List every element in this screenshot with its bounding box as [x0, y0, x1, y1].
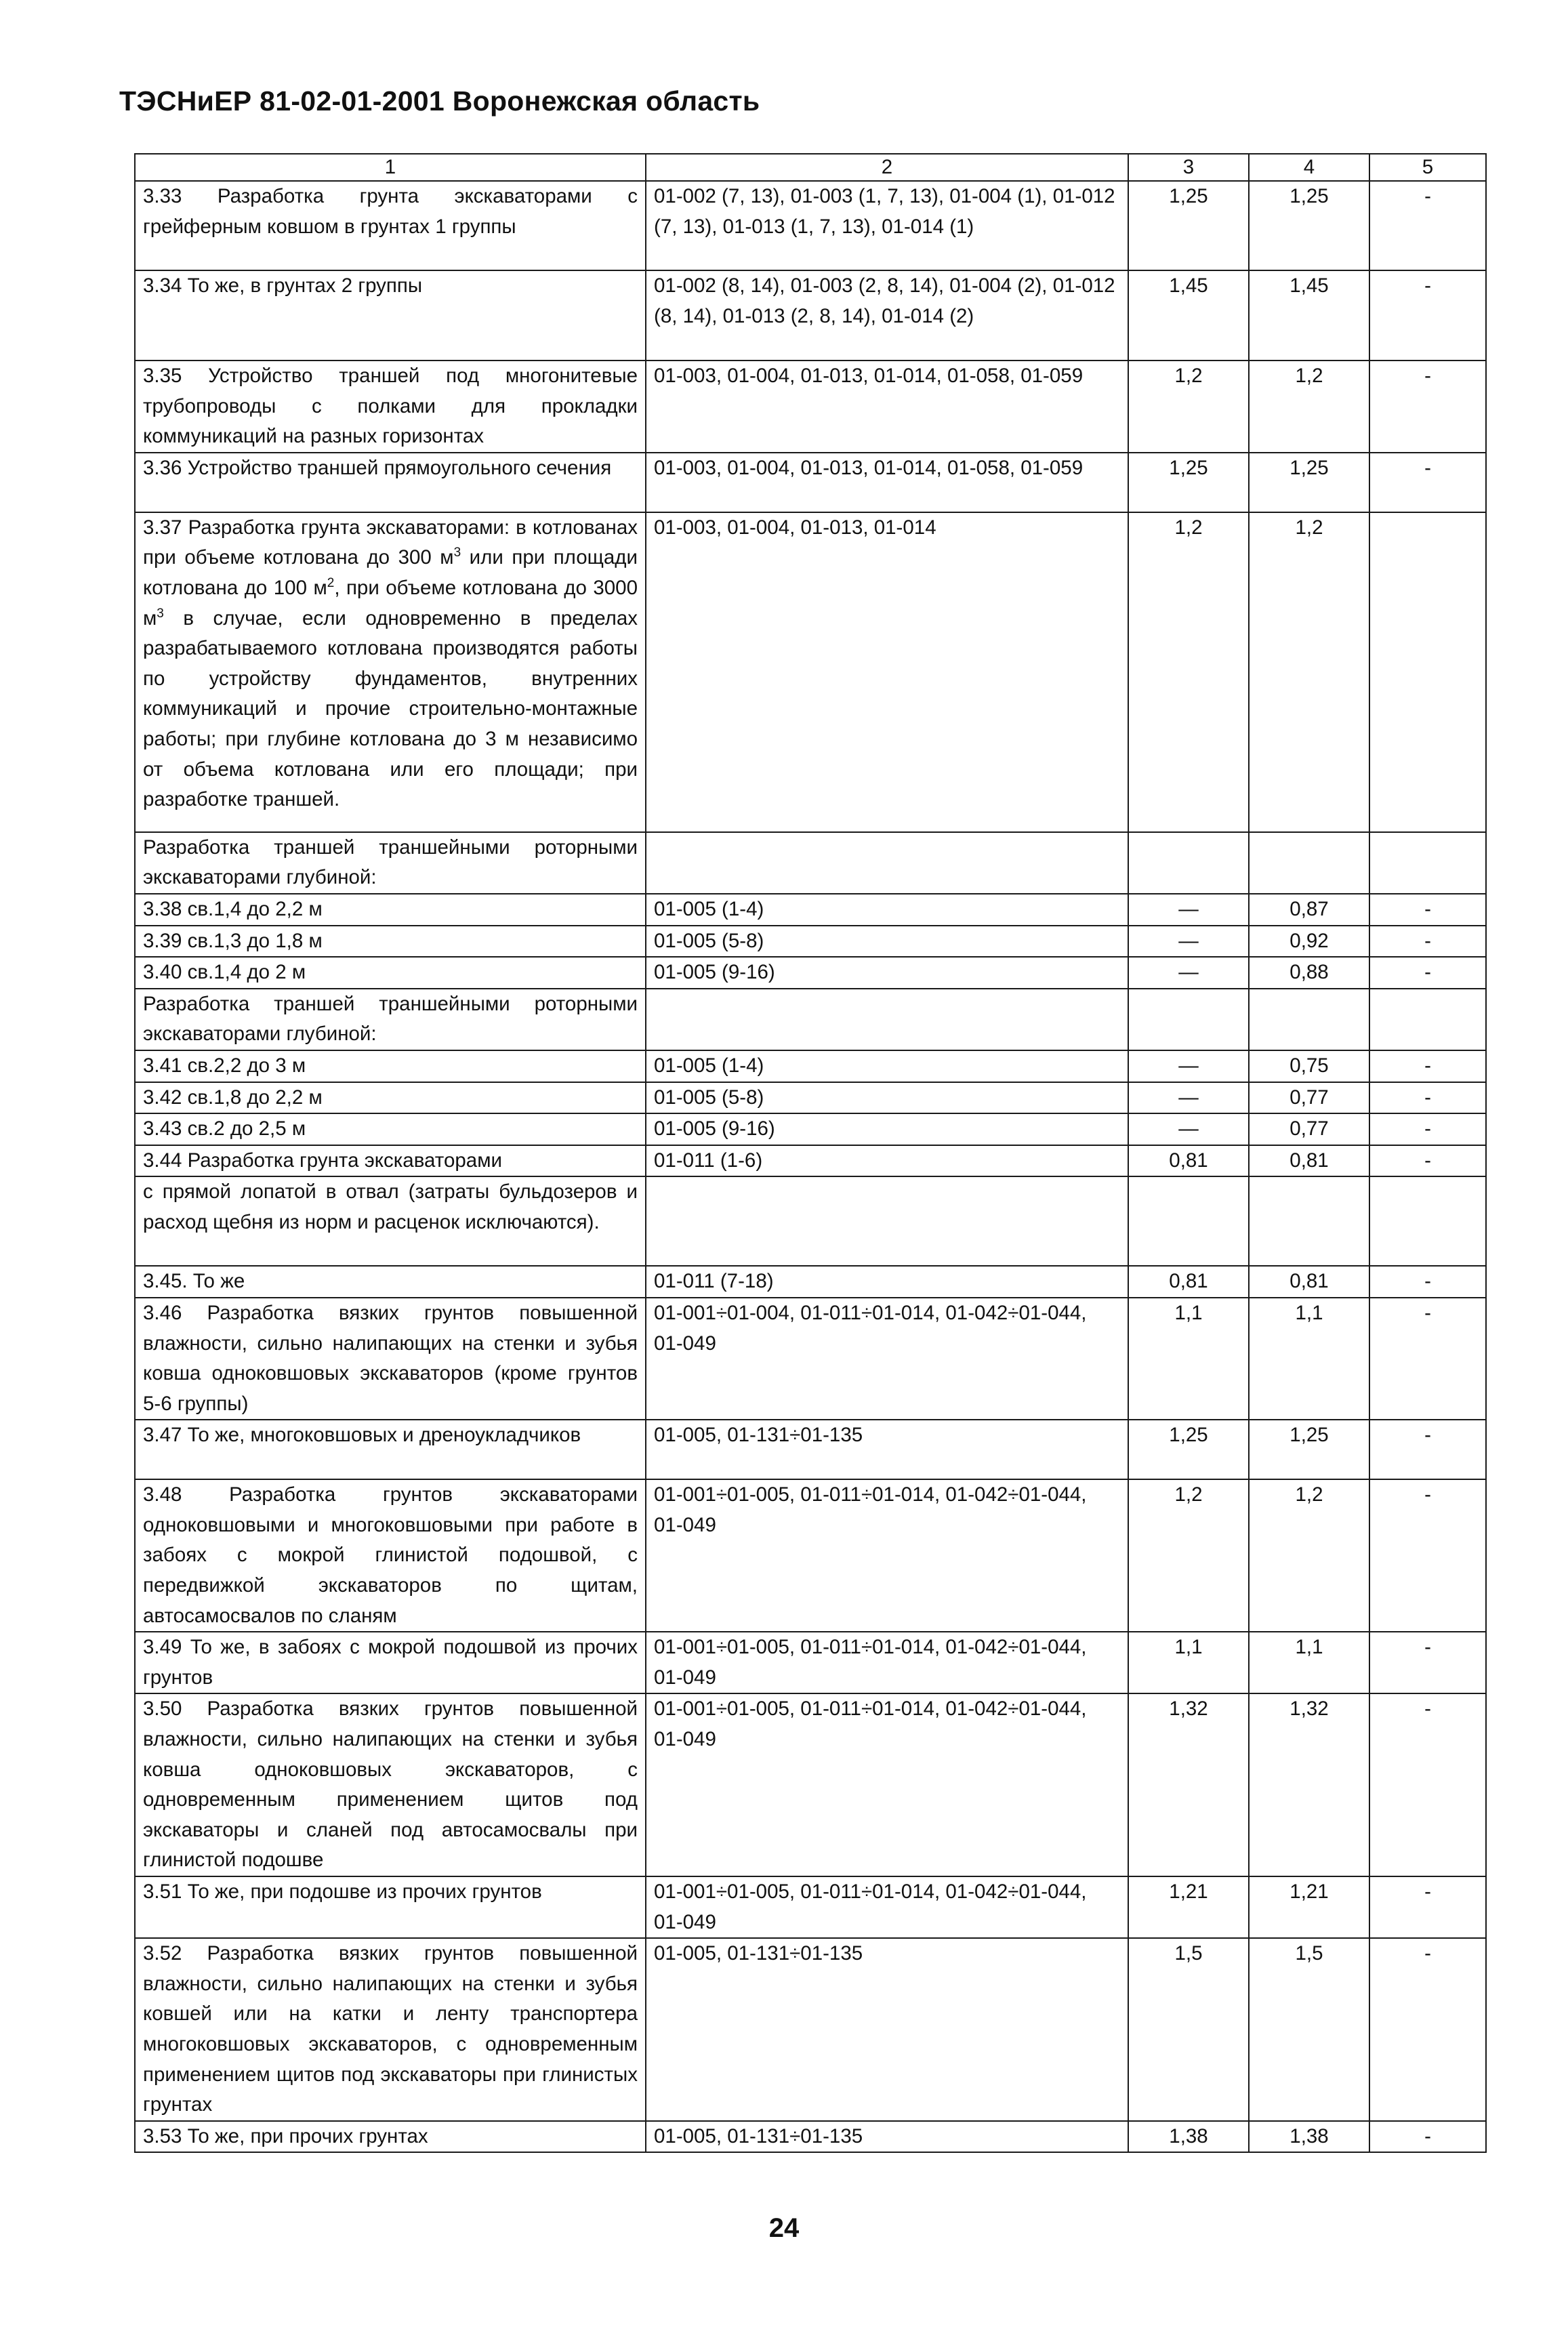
coefficient-other	[1369, 989, 1486, 1050]
table-row	[135, 926, 1486, 958]
table-row	[135, 181, 1486, 270]
coefficient-other: -	[1369, 1082, 1486, 1114]
coefficient-machines	[1249, 832, 1369, 894]
coefficient-other: -	[1369, 1266, 1486, 1298]
coefficient-other: -	[1369, 181, 1486, 270]
coefficient-machines: 1,2	[1249, 1479, 1369, 1632]
coefficient-machines	[1249, 989, 1369, 1050]
table-references: 01-005, 01-131÷01-135	[646, 1938, 1128, 2121]
coefficient-machines: 1,38	[1249, 2121, 1369, 2153]
table-row	[135, 270, 1486, 361]
coefficient-labor: 0,81	[1128, 1266, 1249, 1298]
work-description: 3.39 св.1,3 до 1,8 м	[135, 926, 646, 958]
coefficient-labor: 1,2	[1128, 361, 1249, 453]
coefficient-labor	[1128, 1176, 1249, 1266]
coefficient-machines: 0,87	[1249, 894, 1369, 926]
coefficient-labor: —	[1128, 1113, 1249, 1145]
table-row	[135, 1176, 1486, 1266]
table-references: 01-005 (5-8)	[646, 926, 1128, 958]
coefficient-other: -	[1369, 926, 1486, 958]
work-description: 3.42 св.1,8 до 2,2 м	[135, 1082, 646, 1114]
table-references	[646, 989, 1128, 1050]
work-description	[135, 512, 646, 832]
table-row	[135, 512, 1486, 832]
coefficient-labor: 1,2	[1128, 1479, 1249, 1632]
table-row	[135, 361, 1486, 453]
work-description: 3.46 Разработка вязких грунтов повышенной влажности, сильно налипающих на стенки и зубья ковша одноковшовых экскаваторов (кроме грунтов 5-6 группы)	[135, 1298, 646, 1420]
coefficient-other: -	[1369, 1113, 1486, 1145]
table-row	[135, 1082, 1486, 1114]
table-references	[646, 832, 1128, 894]
table-row	[135, 1479, 1486, 1632]
coefficient-other	[1369, 512, 1486, 832]
column-header: 5	[1369, 154, 1486, 181]
coefficient-other	[1369, 1176, 1486, 1266]
text-fragment: в случае, если одновременно в пределах разрабатываемого котлована производятся работы по устройству фундаментов, внутренних коммуникаций и прочие строительно-монтажные работы; при глубине котлована до 3 м независимо от объема котлована или его площади; при разработке траншей.	[143, 606, 638, 811]
table-header-row	[135, 154, 1486, 181]
coefficient-other: -	[1369, 1050, 1486, 1082]
table-references: 01-001÷01-005, 01-011÷01-014, 01-042÷01-044, 01-049	[646, 1632, 1128, 1693]
table-row	[135, 894, 1486, 926]
work-description: 3.51 То же, при подошве из прочих грунтов	[135, 1876, 646, 1938]
coefficient-machines: 1,5	[1249, 1938, 1369, 2121]
work-description: с прямой лопатой в отвал (затраты бульдозеров и расход щебня из норм и расценок исключаются).	[135, 1176, 646, 1266]
work-description: 3.34 То же, в грунтах 2 группы	[135, 270, 646, 361]
coefficient-machines: 0,75	[1249, 1050, 1369, 1082]
work-description: 3.36 Устройство траншей прямоугольного сечения	[135, 453, 646, 512]
coefficient-other: -	[1369, 1632, 1486, 1693]
table-references: 01-005 (1-4)	[646, 1050, 1128, 1082]
coefficient-machines: 1,1	[1249, 1298, 1369, 1420]
table-row	[135, 453, 1486, 512]
coefficient-labor: 1,25	[1128, 453, 1249, 512]
coefficient-machines: 1,25	[1249, 453, 1369, 512]
coefficient-other: -	[1369, 957, 1486, 989]
table-row	[135, 1050, 1486, 1082]
coefficient-other: -	[1369, 1876, 1486, 1938]
coefficient-labor: 1,21	[1128, 1876, 1249, 1938]
coefficient-labor: 1,2	[1128, 512, 1249, 832]
column-header: 1	[135, 154, 646, 181]
table-row	[135, 1693, 1486, 1876]
coefficient-other: -	[1369, 2121, 1486, 2153]
work-description: 3.33 Разработка грунта экскаваторами с грейферным ковшом в грунтах 1 группы	[135, 181, 646, 270]
coefficient-machines: 1,2	[1249, 512, 1369, 832]
work-description: Разработка траншей траншейными роторными экскаваторами глубиной:	[135, 832, 646, 894]
work-description: 3.41 св.2,2 до 3 м	[135, 1050, 646, 1082]
table-references: 01-005 (9-16)	[646, 1113, 1128, 1145]
table-references: 01-001÷01-005, 01-011÷01-014, 01-042÷01-044, 01-049	[646, 1693, 1128, 1876]
work-description: 3.48 Разработка грунтов экскаваторами одноковшовыми и многоковшовыми при работе в забоях с мокрой глинистой подошвой, с передвижкой экскаваторов по щитам, автосамосвалов по сланям	[135, 1479, 646, 1632]
coefficient-machines: 0,92	[1249, 926, 1369, 958]
table-references: 01-005, 01-131÷01-135	[646, 2121, 1128, 2153]
table-references: 01-003, 01-004, 01-013, 01-014, 01-058, 01-059	[646, 453, 1128, 512]
coefficient-labor	[1128, 989, 1249, 1050]
table-references: 01-003, 01-004, 01-013, 01-014, 01-058, 01-059	[646, 361, 1128, 453]
coefficient-labor: 1,32	[1128, 1693, 1249, 1876]
table-references: 01-005 (9-16)	[646, 957, 1128, 989]
table-references: 01-011 (1-6)	[646, 1145, 1128, 1177]
coefficient-labor: 1,38	[1128, 2121, 1249, 2153]
coefficient-machines: 1,25	[1249, 181, 1369, 270]
table-row	[135, 1632, 1486, 1693]
table-row	[135, 1113, 1486, 1145]
text-fragment: , при объеме котлована до 3000 м	[143, 576, 638, 630]
work-description: 3.53 То же, при прочих грунтах	[135, 2121, 646, 2153]
coefficient-machines: 1,21	[1249, 1876, 1369, 1938]
work-description: 3.49 То же, в забоях с мокрой подошвой из прочих грунтов	[135, 1632, 646, 1693]
coefficient-machines: 0,77	[1249, 1082, 1369, 1114]
table-references: 01-002 (7, 13), 01-003 (1, 7, 13), 01-004 (1), 01-012 (7, 13), 01-013 (1, 7, 13), 01-014 (1)	[646, 181, 1128, 270]
coefficient-labor: —	[1128, 894, 1249, 926]
coefficient-labor: 0,81	[1128, 1145, 1249, 1177]
work-description: 3.35 Устройство траншей под многонитевые трубопроводы с полками для прокладки коммуникаций на разных горизонтах	[135, 361, 646, 453]
work-description: 3.47 То же, многоковшовых и дреноукладчиков	[135, 1420, 646, 1479]
column-header: 4	[1249, 154, 1369, 181]
table-references: 01-011 (7-18)	[646, 1266, 1128, 1298]
table-row	[135, 1420, 1486, 1479]
coefficient-other: -	[1369, 1298, 1486, 1420]
coefficient-machines: 0,88	[1249, 957, 1369, 989]
coefficient-labor: 1,1	[1128, 1632, 1249, 1693]
table-row	[135, 1145, 1486, 1177]
table-row	[135, 1266, 1486, 1298]
table-references: 01-005 (5-8)	[646, 1082, 1128, 1114]
table-row	[135, 989, 1486, 1050]
table-references	[646, 1176, 1128, 1266]
coefficient-machines: 0,81	[1249, 1266, 1369, 1298]
coefficient-other	[1369, 832, 1486, 894]
work-description: 3.44 Разработка грунта экскаваторами	[135, 1145, 646, 1177]
work-description: 3.52 Разработка вязких грунтов повышенной влажности, сильно налипающих на стенки и зубья ковшей или на катки и ленту транспортера многоковшовых экскаваторов, с одновременным применением щитов под экскаваторы при глинистых грунтах	[135, 1938, 646, 2121]
coefficient-other: -	[1369, 894, 1486, 926]
coefficient-other: -	[1369, 453, 1486, 512]
work-description: Разработка траншей траншейными роторными экскаваторами глубиной:	[135, 989, 646, 1050]
table-row	[135, 832, 1486, 894]
coefficient-other: -	[1369, 270, 1486, 361]
superscript: 3	[157, 606, 164, 621]
superscript: 3	[453, 546, 461, 560]
coefficient-labor: 1,25	[1128, 181, 1249, 270]
coefficient-machines: 0,81	[1249, 1145, 1369, 1177]
table-references: 01-001÷01-005, 01-011÷01-014, 01-042÷01-044, 01-049	[646, 1479, 1128, 1632]
text-fragment: или при площади котлована до 100 м	[143, 546, 638, 599]
coefficient-machines	[1249, 1176, 1369, 1266]
table-row	[135, 957, 1486, 989]
coefficient-labor: 1,1	[1128, 1298, 1249, 1420]
work-description: 3.38 св.1,4 до 2,2 м	[135, 894, 646, 926]
coefficient-labor: 1,25	[1128, 1420, 1249, 1479]
coefficient-labor: —	[1128, 1082, 1249, 1114]
coefficient-other: -	[1369, 1693, 1486, 1876]
page-number: 24	[768, 2213, 800, 2243]
coefficient-machines: 0,77	[1249, 1113, 1369, 1145]
table-references: 01-002 (8, 14), 01-003 (2, 8, 14), 01-004 (2), 01-012 (8, 14), 01-013 (2, 8, 14), 01-014 (2)	[646, 270, 1128, 361]
table-references: 01-005, 01-131÷01-135	[646, 1420, 1128, 1479]
coefficient-labor	[1128, 832, 1249, 894]
coefficient-other: -	[1369, 1420, 1486, 1479]
coefficient-machines: 1,25	[1249, 1420, 1369, 1479]
text-fragment: 3.37 Разработка грунта экскаваторами: в котлованах при объеме котлована до 300 м	[143, 516, 638, 569]
coefficient-other: -	[1369, 1479, 1486, 1632]
coefficient-other: -	[1369, 361, 1486, 453]
work-description: 3.45. То же	[135, 1266, 646, 1298]
coefficient-machines: 1,2	[1249, 361, 1369, 453]
table-references: 01-001÷01-005, 01-011÷01-014, 01-042÷01-044, 01-049	[646, 1876, 1128, 1938]
coefficient-labor: —	[1128, 926, 1249, 958]
page-title: ТЭСНиЕР 81-02-01-2001 Воронежская область	[119, 85, 760, 117]
table-row	[135, 1298, 1486, 1420]
work-description: 3.40 св.1,4 до 2 м	[135, 957, 646, 989]
table-references: 01-005 (1-4)	[646, 894, 1128, 926]
work-description: 3.50 Разработка вязких грунтов повышенной влажности, сильно налипающих на стенки и зубья ковша одноковшовых экскаваторов, с одновременным применением щитов под экскаваторы и сланей под автосамосвалы при глинистой подошве	[135, 1693, 646, 1876]
coefficient-labor: —	[1128, 1050, 1249, 1082]
coefficient-machines: 1,45	[1249, 270, 1369, 361]
table-references: 01-003, 01-004, 01-013, 01-014	[646, 512, 1128, 832]
coefficient-other: -	[1369, 1145, 1486, 1177]
coefficient-machines: 1,1	[1249, 1632, 1369, 1693]
table-row	[135, 1876, 1486, 1938]
coefficient-other: -	[1369, 1938, 1486, 2121]
table-references: 01-001÷01-004, 01-011÷01-014, 01-042÷01-044, 01-049	[646, 1298, 1128, 1420]
coefficient-labor: —	[1128, 957, 1249, 989]
table-row	[135, 2121, 1486, 2153]
table-row	[135, 1938, 1486, 2121]
column-header: 2	[646, 154, 1128, 181]
coefficient-machines: 1,32	[1249, 1693, 1369, 1876]
coefficients-table	[134, 153, 1487, 2153]
coefficient-labor: 1,5	[1128, 1938, 1249, 2121]
work-description: 3.43 св.2 до 2,5 м	[135, 1113, 646, 1145]
coefficient-labor: 1,45	[1128, 270, 1249, 361]
column-header: 3	[1128, 154, 1249, 181]
superscript: 2	[327, 576, 335, 591]
